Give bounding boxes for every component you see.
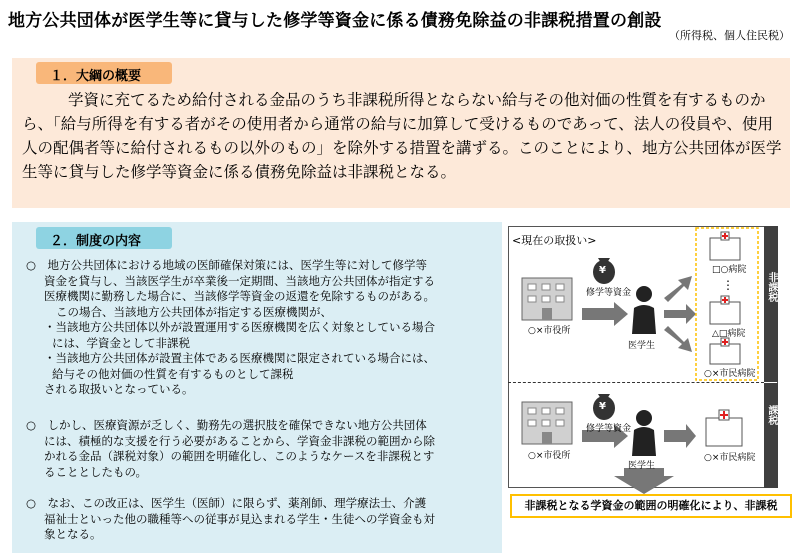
hospital-icon xyxy=(710,338,740,364)
hospital-icon xyxy=(710,232,740,260)
side-label-tax-text: 課税 xyxy=(766,405,777,425)
hospital-label: ○×市民病院 xyxy=(704,453,756,463)
student-icon xyxy=(632,410,656,456)
hospital-icon xyxy=(706,410,742,446)
page-title: 地方公共団体が医学生等に貸与した修学等資金に係る債務免除益の非課税措置の創設 xyxy=(8,11,662,31)
text-line: ○ なお、この改正は、医学生（医師）に限らず、薬剤師、理学療法士、介護 xyxy=(26,496,427,510)
paragraph-3 xyxy=(26,496,500,543)
ellipsis: ⋮ xyxy=(722,278,734,292)
text-line: この場合、当該地方公共団体が指定する医療機関が、 xyxy=(56,304,332,319)
text-line: される取扱いとなっている。 xyxy=(44,382,194,396)
hospital-label: □○病院 xyxy=(712,265,747,275)
hospital-label: ○×市民病院 xyxy=(704,369,756,379)
hospital-icon xyxy=(710,296,740,324)
section-content xyxy=(12,222,502,553)
fund-label: 修学等資金 xyxy=(586,424,632,434)
text-line: には、学資金として非課税 xyxy=(52,335,190,350)
student-label: 医学生 xyxy=(628,461,656,471)
section-outline-body: 学資に充てるため給付される金品のうち非課税所得とならない給与その他対価の性質を有するものから、「給与所得を有する者がその使用者から通常の給与に加算して受けるものであって、法人の役員や、使用人の配偶者等に給付されるもの以外のもの」を除外する措置を講ずる。このことにより、地方公共団体が医学生等に貸与した修学等資金に係る債務免除益は非課税となる。 xyxy=(22,91,782,181)
down-arrow-icon xyxy=(614,468,674,494)
yen-symbol: ¥ xyxy=(599,401,606,412)
paragraph-1 xyxy=(26,258,500,398)
section-outline-heading: １．大綱の概要 xyxy=(36,62,172,84)
student-label: 医学生 xyxy=(628,341,656,351)
text-line: ○ 地方公共団体における地域の医師確保対策には、医学生等に対して修学等 xyxy=(26,258,428,272)
text-line: ることとしたもの。 xyxy=(44,464,148,479)
scheme-diagram xyxy=(506,222,792,553)
city-office-label: ○×市役所 xyxy=(528,451,571,461)
text-line: 給与その他対価の性質を有するものとして課税 xyxy=(52,366,294,381)
arrow-icon xyxy=(664,424,696,448)
student-icon xyxy=(632,286,656,334)
bullet-line: ・当該地方公共団体以外が設置運用する医療機関を広く対象としている場合 xyxy=(44,320,435,334)
arrow-icon xyxy=(664,304,696,324)
yen-symbol: ¥ xyxy=(599,265,606,276)
arrow-icon xyxy=(664,276,692,302)
text-line: かれる金品（課税対象）の範囲を明確化し、このようなケースを非課税とす xyxy=(44,449,435,463)
text-line: 象となる。 xyxy=(44,527,102,541)
city-office-label: ○×市役所 xyxy=(528,326,571,336)
bullet-line: ・当該地方公共団体が設置主体である医療機関に限定されている場合には、 xyxy=(44,351,435,365)
text-line: 医療機関に勤務した場合に、当該修学等資金の返還を免除するものがある。 xyxy=(44,289,435,303)
arrow-icon xyxy=(664,326,692,352)
text-line: 資金を貸与し、当該医学生が卒業後一定期間、当該地方公共団体が指定する xyxy=(44,273,435,288)
paragraph-2 xyxy=(26,418,500,480)
fund-label: 修学等資金 xyxy=(586,288,632,298)
city-office-icon xyxy=(522,402,572,444)
side-label-nontax-text: 非課税 xyxy=(766,272,777,302)
current-treatment-label: <現在の取扱い> xyxy=(512,234,597,247)
section-content-heading: ２．制度の内容 xyxy=(36,227,172,249)
section-outline xyxy=(12,58,790,208)
hospital-label: △□病院 xyxy=(712,329,746,339)
text-line: 福祉士といった他の職種等への従事が見込まれる学生・生徒への学資金も対 xyxy=(44,511,435,526)
city-office-icon xyxy=(522,278,572,320)
page-subtitle: （所得税、個人住民税） xyxy=(669,29,790,42)
arrow-icon xyxy=(582,302,628,326)
text-line: には、積極的な支援を行う必要があることから、学資金非課税の範囲から除 xyxy=(44,433,435,448)
text-line: ○ しかし、医療資源が乏しく、勤務先の選択肢を確保できない地方公共団体 xyxy=(26,418,427,432)
result-box: 非課税となる学資金の範囲の明確化により、非課税 xyxy=(510,494,792,518)
